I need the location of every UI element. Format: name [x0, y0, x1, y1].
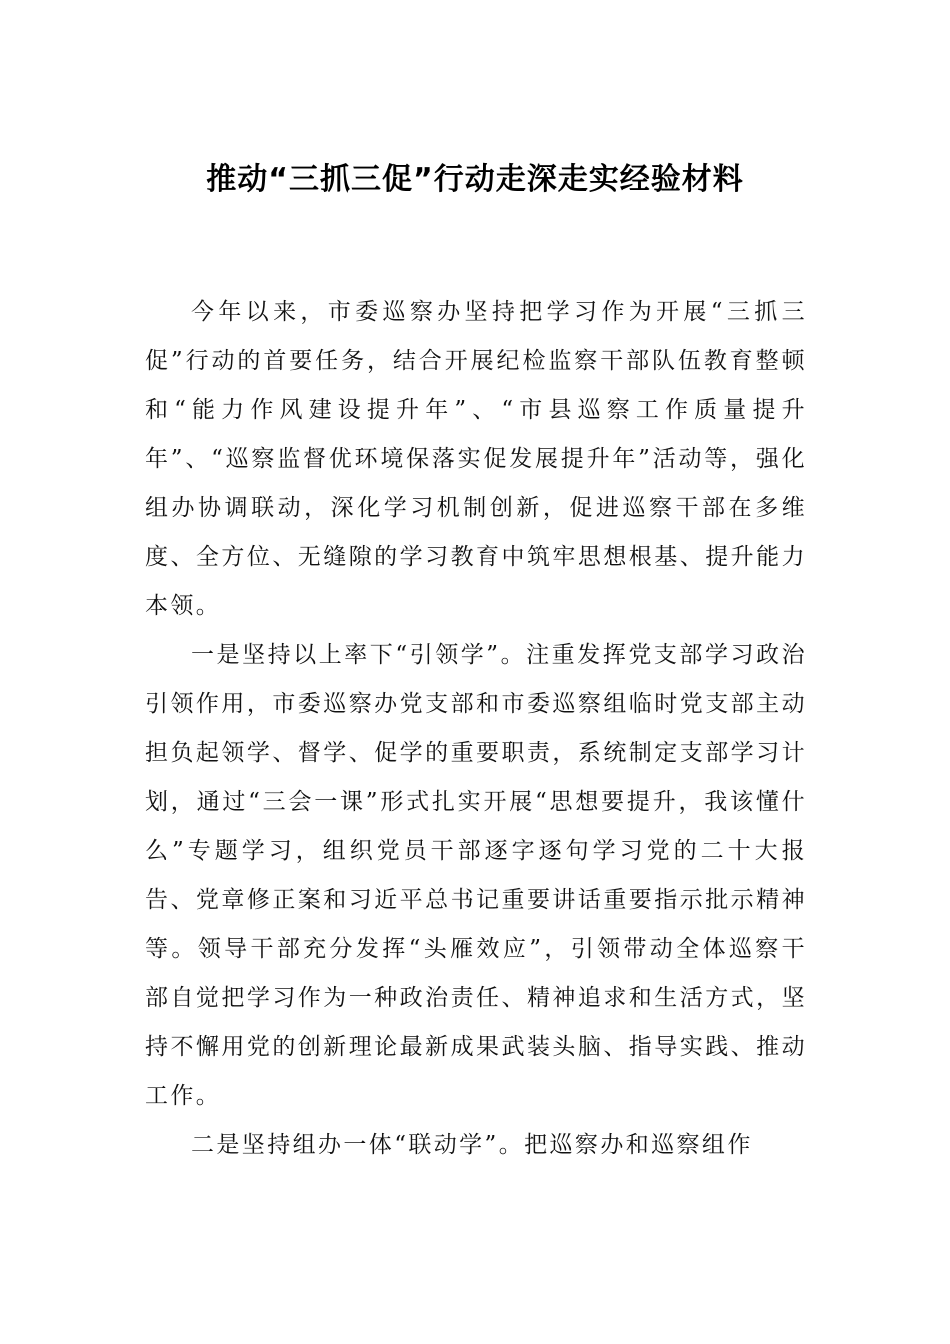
document-body	[145, 288, 807, 1170]
paragraph-point-one: 一是坚持以上率下“引领学”。注重发挥党支部学习政治引领作用，市委巡察办党支部和市委巡察组临时党支部主动担负起领学、督学、促学的重要职责，系统制定支部学习计划，通过“三会一课”形式扎实开展“思想要提升，我该懂什么”专题学习，组织党员干部逐字逐句学习党的二十大报告、党章修正案和习近平总书记重要讲话重要指示批示精神等。领导干部充分发挥“头雁效应”，引领带动全体巡察干部自觉把学习作为一种政治责任、精神追求和生活方式，坚持不懈用党的创新理论最新成果武装头脑、指导实践、推动工作。	[145, 642, 807, 1109]
paragraph-point-two: 二是坚持组办一体“联动学”。把巡察办和巡察组作	[191, 1132, 753, 1158]
paragraph-intro: 今年以来，市委巡察办坚持把学习作为开展“三抓三促”行动的首要任务，结合开展纪检监察干部队伍教育整顿和“能力作风建设提升年”、“市县巡察工作质量提升年”、“巡察监督优环境保落实促发展提升年”活动等，强化组办协调联动，深化学习机制创新，促进巡察干部在多维度、全方位、无缝隙的学习教育中筑牢思想根基、提升能力本领。	[145, 299, 807, 619]
document-title: 推动“三抓三促”行动走深走实经验材料	[206, 162, 744, 197]
